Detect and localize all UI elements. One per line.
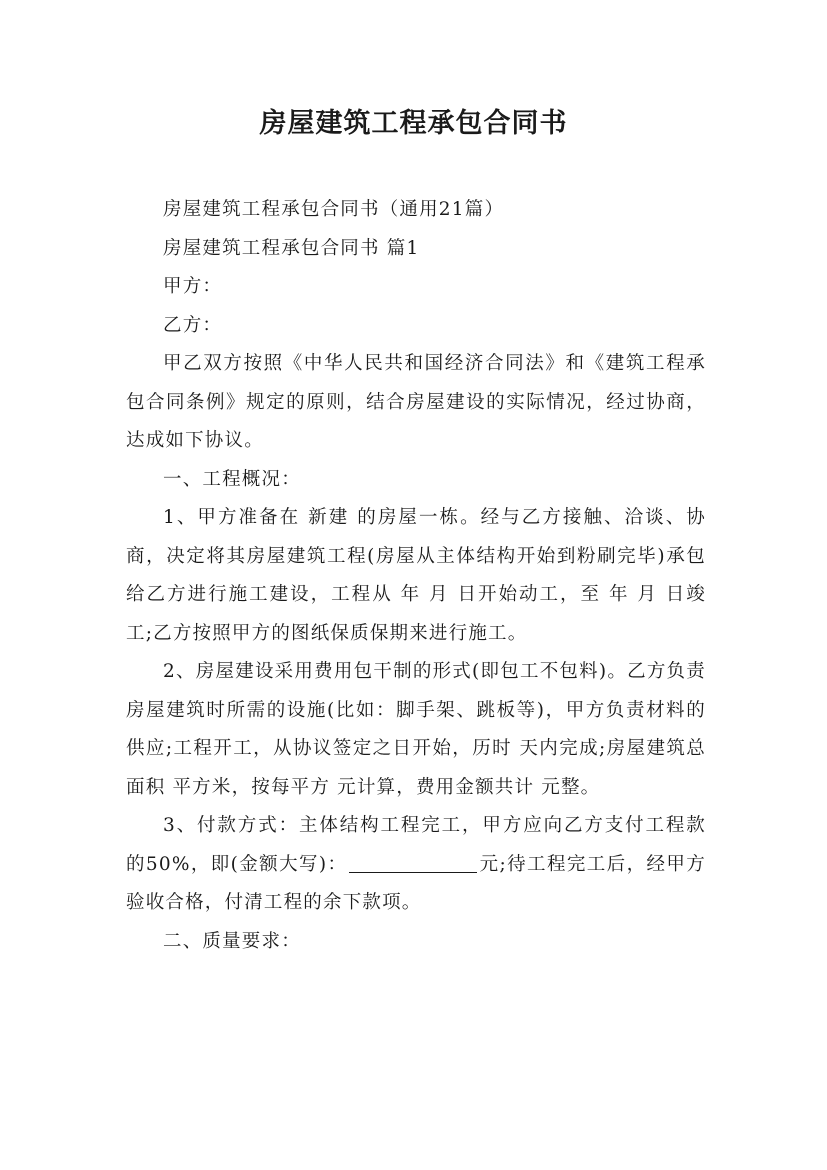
preamble-paragraph: 甲乙双方按照《中华人民共和国经济合同法》和《建筑工程承包合同条例》规定的原则，结合房屋建设的实际情况，经过协商，达成如下协议。 <box>126 353 706 451</box>
collection-title: 房屋建筑工程承包合同书（通用21篇） <box>163 199 505 220</box>
section-one-heading: 一、工程概况： <box>163 468 301 490</box>
article-heading: 房屋建筑工程承包合同书 篇1 <box>163 237 420 259</box>
clause-1-paragraph: 1、甲方准备在 新建 的房屋一栋。经与乙方接触、洽谈、协商，决定将其房屋建筑工程(房屋从主体结构开始到粉刷完毕)承包给乙方进行施工建设，工程从 年 月 日开始动工，至 年 月 日竣工;乙方按照甲方的图纸保质保期来进行施工。 <box>126 507 707 644</box>
document-body <box>126 191 706 961</box>
clause-3-text-before: 3、付款方式：主体结构工程完工，甲方应向乙方支付工程款的50%，即(金额大写)： <box>126 815 706 875</box>
section-two-heading: 二、质量要求： <box>163 930 301 952</box>
party-a-line: 甲方： <box>163 276 223 297</box>
clause-3-paragraph <box>126 807 706 923</box>
amount-blank-line <box>349 853 477 873</box>
clause-2-paragraph: 2、房屋建设采用费用包干制的形式(即包工不包料)。乙方负责房屋建筑时所需的设施(比如：脚手架、跳板等)，甲方负责材料的供应;工程开工，从协议签定之日开始，历时 天内完成;房屋建筑总面积 平方米，按每平方 元计算，费用金额共计 元整。 <box>126 661 706 798</box>
clause-3-text-after: 元;待工程完工后，经甲方验收合格，付清工程的余下款项。 <box>126 853 706 913</box>
document-title: 房屋建筑工程承包合同书 <box>259 108 568 139</box>
party-b-line: 乙方： <box>163 314 223 336</box>
